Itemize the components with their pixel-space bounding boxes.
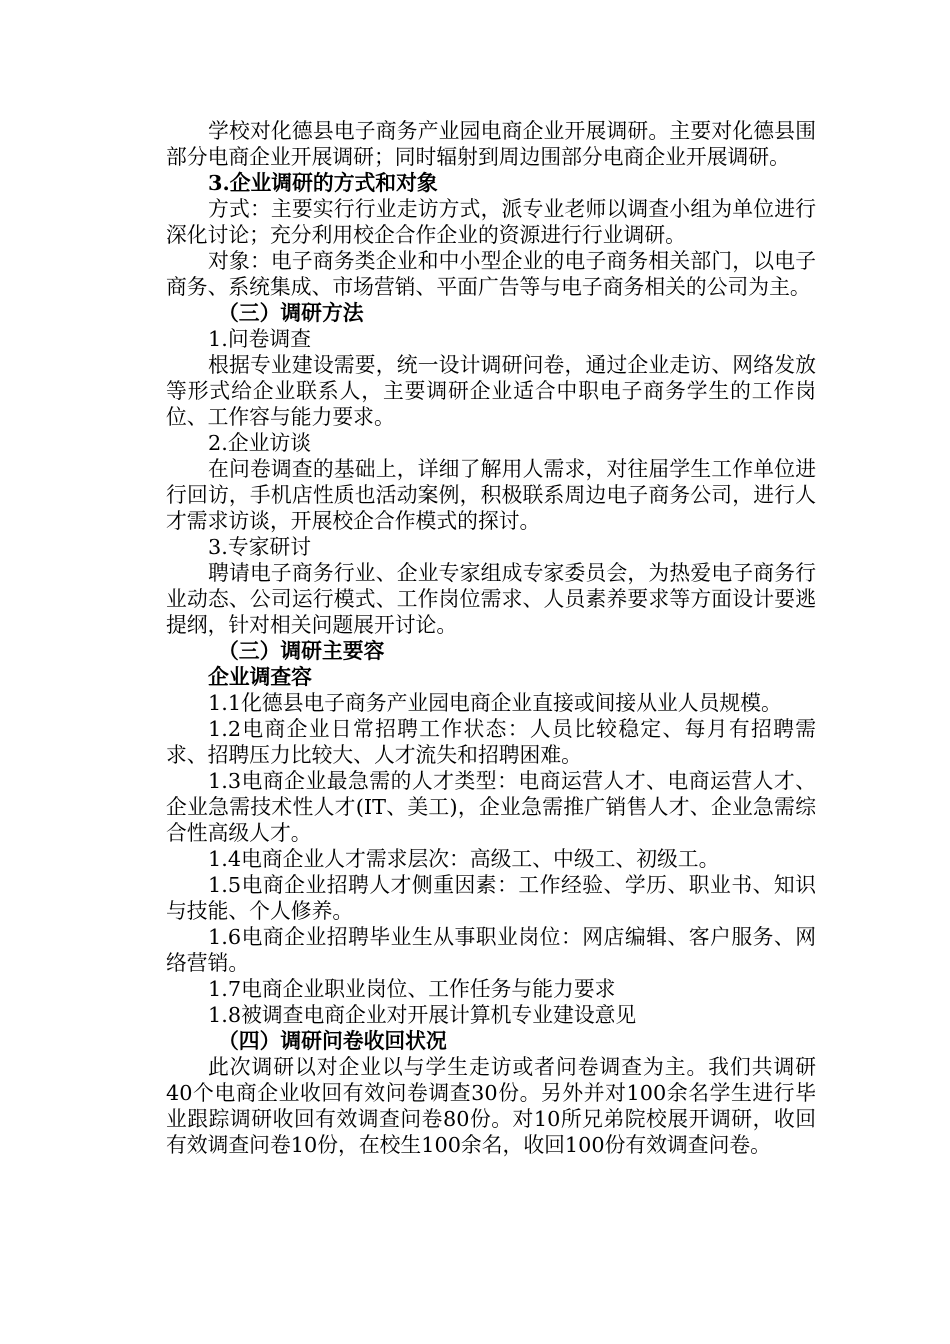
- list-item-1-4: 1.4电商企业人才需求层次：高级工、中级工、初级工。: [208, 847, 720, 871]
- list-item-1-3: 1.3电商企业最急需的人才类型：电商运营人才、电商运营人才、企业急需技术性人才(IT、美工)，企业急需推广销售人才、企业急需综合性高级人才。: [166, 769, 816, 845]
- paragraph-method: 方式：主要实行行业走访方式，派专业老师以调查小组为单位进行深化讨论；充分利用校企合作企业的资源进行行业调研。: [166, 197, 816, 247]
- paragraph-interview: 在问卷调查的基础上，详细了解用人需求，对往届学生工作单位进行回访，手机店性质也活动案例，积极联系周边电子商务公司，进行人才需求访谈，开展校企合作模式的探讨。: [166, 457, 816, 533]
- paragraph-questionnaire-return: 此次调研以对企业以与学生走访或者问卷调查为主。我们共调研40个电商企业收回有效问卷调查30份。另外并对100余名学生进行毕业跟踪调研收回有效调查问卷80份。对10所兄弟院校展开调研，收回有效调查问卷10份，在校生100余名，收回100份有效调查问卷。: [166, 1055, 816, 1157]
- paragraph-expert-discussion: 聘请电子商务行业、企业专家组成专家委员会，为热爱电子商务行业动态、公司运行模式、工作岗位需求、人员素养要求等方面设计要逃提纲，针对相关问题展开讨论。: [166, 561, 816, 637]
- heading-research-methods: （三）调研方法: [218, 300, 364, 325]
- list-item-1-8: 1.8被调查电商企业对开展计算机专业建设意见: [208, 1003, 637, 1027]
- heading-survey-method-target: 3.企业调研的方式和对象: [208, 170, 438, 195]
- paragraph-target: 对象：电子商务类企业和中小型企业的电子商务相关部门，以电子商务、系统集成、市场营销、平面广告等与电子商务相关的公司为主。: [166, 249, 816, 299]
- list-item-1-2: 1.2电商企业日常招聘工作状态：人员比较稳定、每月有招聘需求、招聘压力比较大、人才流失和招聘困难。: [166, 717, 816, 767]
- heading-main-content: （三）调研主要容: [218, 638, 385, 663]
- document-page: [166, 118, 816, 1158]
- list-item-1-5: 1.5电商企业招聘人才侧重因素：工作经验、学历、职业书、知识与技能、个人修养。: [166, 873, 816, 923]
- subheading-questionnaire: 1.问卷调查: [208, 327, 312, 351]
- subheading-interview: 2.企业访谈: [208, 431, 312, 455]
- paragraph-intro: 学校对化德县电子商务产业园电商企业开展调研。主要对化德县围部分电商企业开展调研；同时辐射到周边围部分电商企业开展调研。: [166, 119, 816, 169]
- paragraph-questionnaire: 根据专业建设需要，统一设计调研问卷，通过企业走访、网络发放等形式给企业联系人，主要调研企业适合中职电子商务学生的工作岗位、工作容与能力要求。: [166, 353, 816, 429]
- list-item-1-6: 1.6电商企业招聘毕业生从事职业岗位：网店编辑、客户服务、网络营销。: [166, 925, 816, 975]
- subheading-expert-discussion: 3.专家研讨: [208, 535, 312, 559]
- heading-enterprise-survey: 企业调查容: [208, 664, 312, 689]
- heading-questionnaire-return: （四）调研问卷收回状况: [218, 1028, 447, 1053]
- list-item-1-1: 1.1化德县电子商务产业园电商企业直接或间接从业人员规模。: [208, 691, 782, 715]
- list-item-1-7: 1.7电商企业职业岗位、工作任务与能力要求: [208, 977, 616, 1001]
